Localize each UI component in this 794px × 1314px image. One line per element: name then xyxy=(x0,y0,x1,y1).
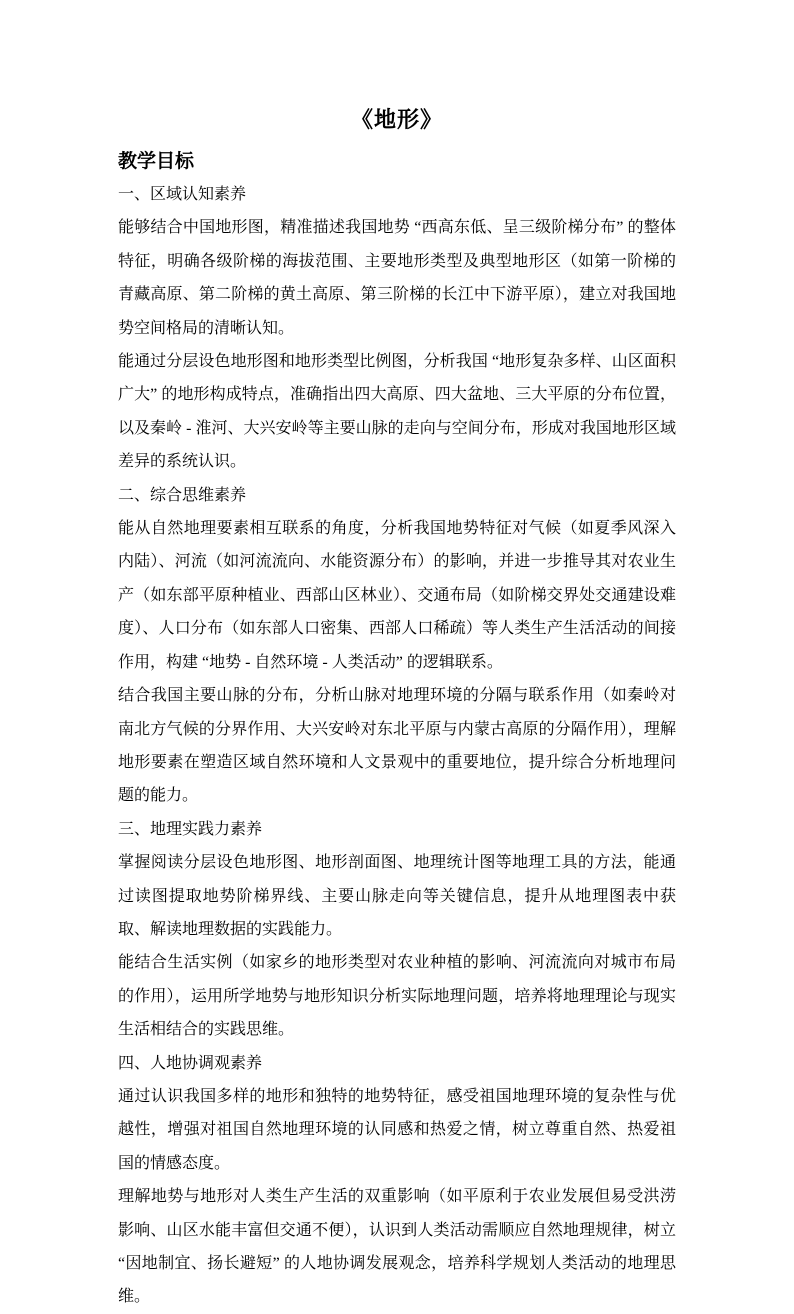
paragraph-comprehensive-thinking-2: 结合我国主要山脉的分布，分析山脉对地理环境的分隔与联系作用（如秦岭对南北方气候的分界作用、大兴安岭对东北平原与内蒙古高原的分隔作用），理解地形要素在塑造区域自然环境和人文景观中的重要地位，提升综合分析地理问题的能力。 xyxy=(118,687,676,805)
document-body xyxy=(118,178,676,1314)
paragraph-human-land-coordination-2: 理解地势与地形对人类生产生活的双重影响（如平原利于农业发展但易受洪涝影响、山区水能丰富但交通不便），认识到人类活动需顺应自然地理规律，树立 “因地制宜、扬长避短” 的人地协调发展观念，培养科学规划人类活动的地理思维。 xyxy=(118,1188,676,1306)
paragraph-human-land-coordination-1: 通过认识我国多样的地形和独特的地势特征，感受祖国地理环境的复杂性与优越性，增强对祖国自然地理环境的认同感和热爱之情，树立尊重自然、热爱祖国的情感态度。 xyxy=(118,1087,676,1172)
subheading-comprehensive-thinking: 二、综合思维素养 xyxy=(118,486,247,504)
paragraph-comprehensive-thinking-1: 能从自然地理要素相互联系的角度，分析我国地势特征对气候（如夏季风深入内陆）、河流（如河流流向、水能资源分布）的影响，并进一步推导其对农业生产（如东部平原种植业、西部山区林业）、交通布局（如阶梯交界处交通建设难度）、人口分布（如东部人口密集、西部人口稀疏）等人类生产生活活动的间接作用，构建 “地势 - 自然环境 - 人类活动” 的逻辑联系。 xyxy=(118,520,676,671)
subheading-human-land-coordination: 四、人地协调观素养 xyxy=(118,1054,263,1072)
document-title: 《地形》 xyxy=(350,107,443,132)
paragraph-geographic-practice-1: 掌握阅读分层设色地形图、地形剖面图、地理统计图等地理工具的方法，能通过读图提取地势阶梯界线、主要山脉走向等关键信息，提升从地理图表中获取、解读地理数据的实践能力。 xyxy=(118,854,676,938)
paragraph-regional-cognition-2: 能通过分层设色地形图和地形类型比例图，分析我国 “地形复杂多样、山区面积广大” 的地形构成特点，准确指出四大高原、四大盆地、三大平原的分布位置，以及秦岭 - 淮河、大兴安岭等主要山脉的走向与空间分布，形成对我国地形区域差异的系统认识。 xyxy=(118,353,676,471)
paragraph-geographic-practice-2: 能结合生活实例（如家乡的地形类型对农业种植的影响、河流流向对城市布局的作用），运用所学地势与地形知识分析实际地理问题，培养将地理理论与现实生活相结合的实践思维。 xyxy=(118,954,676,1039)
subheading-regional-cognition: 一、区域认知素养 xyxy=(118,186,247,203)
section-heading-teaching-objectives: 教学目标 xyxy=(118,151,195,172)
paragraph-regional-cognition-1: 能够结合中国地形图，精准描述我国地势 “西高东低、呈三级阶梯分布” 的整体特征，明确各级阶梯的海拔范围、主要地形类型及典型地形区（如第一阶梯的青藏高原、第二阶梯的黄土高原、第三阶梯的长江中下游平原），建立对我国地势空间格局的清晰认知。 xyxy=(118,219,676,337)
subheading-geographic-practice: 三、地理实践力素养 xyxy=(118,820,263,838)
